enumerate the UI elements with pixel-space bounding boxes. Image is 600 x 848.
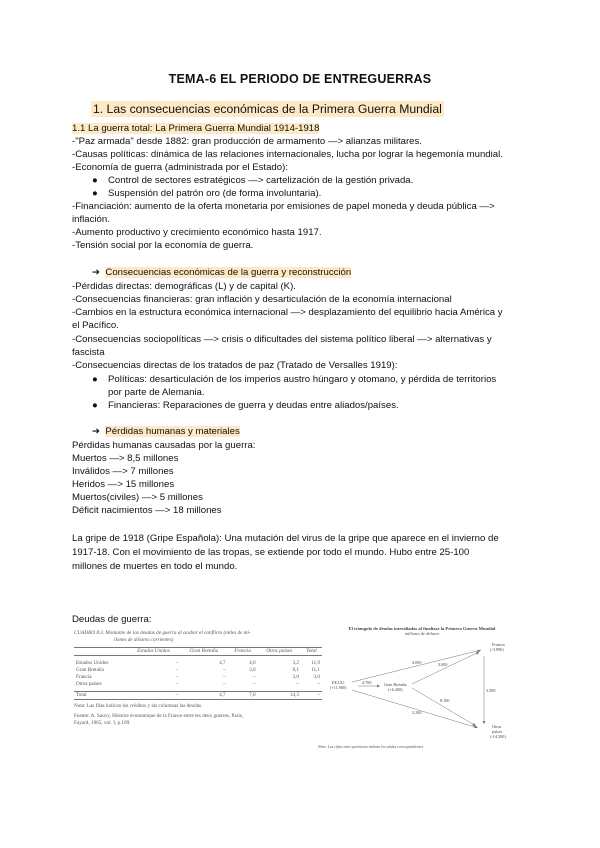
bullet-financieras: Financieras: Reparaciones de guerra y deudas entre aliados/países. (108, 400, 399, 411)
table-cell: 3,2 (292, 659, 299, 666)
arrowhead (483, 721, 486, 724)
arrow-icon: ➔ (92, 267, 101, 278)
edge-label: 8.100 (440, 698, 450, 703)
table-cell: – (175, 692, 179, 698)
paragraph-tratados-paz: -Consecuencias directas de los tratados de paz (Tratado de Versalles 1919): (72, 360, 398, 371)
paragraph-sociopoliticas: -Consecuencias sociopolíticas —> crisis o dificultades del sistema político liberal —> alternativas y (72, 334, 492, 345)
table-cell: – (222, 666, 226, 673)
paragraph-cambios-estructura-cont: el Pacífico. (72, 320, 119, 331)
table-cell: – (175, 680, 179, 687)
diagram-subtitle: millones de dólares (404, 631, 440, 636)
node-gb-value: (+6.400) (388, 687, 403, 692)
paragraph-tension-social: -Tensión social por la economía de guerra. (72, 240, 254, 251)
table-cell: 7,0 (249, 692, 256, 698)
bullet-dot: ● (92, 400, 98, 411)
edge-us-ot (352, 690, 478, 728)
node-francia-value: (-3.990) (490, 647, 504, 652)
bullet-dot: ● (92, 188, 98, 199)
sub-heading-text: 1.1 La guerra total: La Primera Guerra Mundial 1914-1918 (72, 123, 320, 134)
arrow-heading-perdidas (92, 426, 240, 438)
table-cell: 3,0 (249, 666, 256, 673)
bullet-dot: ● (92, 374, 98, 385)
edge-label: 3.000 (438, 662, 448, 667)
table-cell: 3,0 (313, 673, 320, 680)
paragraph-cambios-estructura: -Cambios en la estructura económica internacional —> desplazamiento del equilibrio hacia América y (72, 307, 503, 318)
table-cell: – (253, 673, 256, 680)
bullet-control-sectores: Control de sectores estratégicos —> cartelización de la gestión privada. (108, 175, 414, 186)
losses-civiles: Muertos(civiles) —> 5 millones (72, 492, 203, 503)
edge-label: 3.500 (486, 688, 496, 693)
table-cell: – (222, 673, 226, 680)
table-header: Gran Bretaña (180, 648, 228, 656)
bullet-politicas: Políticas: desarticulación de los imperios austro húngaro y otomano, y pérdida de territorios (108, 374, 497, 385)
table-header: Francia (228, 648, 258, 656)
table-cell: – (222, 680, 226, 687)
table-cell: 11,9 (311, 659, 320, 666)
table-cell: – (296, 680, 299, 687)
table-cell: 4,7 (219, 692, 226, 698)
node-otros: Otros (492, 724, 502, 729)
node-otros-2: países (492, 729, 503, 734)
arrowhead (472, 723, 476, 726)
losses-intro: Pérdidas humanas causadas por la guerra: (72, 440, 256, 451)
table-caption: CUADRO 8.3. Montante de las deudas de guerra al acabar el conflicto (miles de mi- (74, 630, 251, 636)
table-cell: – (317, 692, 320, 698)
paragraph-financiacion-cont: inflación. (72, 214, 110, 225)
node-eeuu: EE.UU. (332, 680, 346, 685)
node-gb: Gran Bretaña (384, 682, 407, 687)
paragraph-perdidas-directas: -Pérdidas directas: demográficas (L) y de capital (K). (72, 281, 296, 292)
node-otros-value: (-14.300) (490, 734, 506, 739)
edge-label: 4.000 (412, 660, 422, 665)
table-source: Fuente: A. Sauvy, Histoire économique de la France entre les deux guerres, París, (74, 713, 244, 719)
table-header-row (74, 648, 322, 656)
node-francia: Francia (492, 642, 505, 647)
table-header: Estados Unidos (127, 648, 180, 656)
arrowhead (377, 685, 380, 688)
table-cell: Gran Bretaña (76, 666, 104, 673)
bullet-dot: ● (92, 175, 98, 186)
section-heading: 1. Las consecuencias económicas de la Primera Guerra Mundial (93, 102, 442, 116)
table-header: Otros países (258, 648, 301, 656)
table-grid (74, 647, 322, 700)
war-debts-table (74, 630, 324, 750)
table-cell: 3,0 (292, 673, 299, 680)
diagram-note: Nota: Las cifras entre paréntesis indican los saldos correspondientes (318, 745, 424, 749)
page-title: TEMA-6 EL PERIODO DE ENTREGUERRAS (168, 72, 432, 86)
table-cell: 4,7 (219, 659, 226, 666)
table-cell: 14,3 (289, 692, 299, 698)
debt-triangle-diagram (316, 624, 528, 752)
edge-gb-ot (412, 688, 476, 726)
paragraph-consecuencias-financieras: -Consecuencias financieras: gran inflación y desarticulación de la economía internacional (72, 294, 452, 305)
sub-heading (72, 123, 319, 135)
bullet-suspension-oro: Suspensión del patrón oro (de forma involuntaria). (108, 188, 322, 199)
paragraph-economia-guerra: -Economía de guerra (administrada por el Estado): (72, 162, 288, 173)
paragraph-gripe-3: millones de muertes en todo el mundo. (72, 561, 238, 572)
paragraph-paz-armada: -"Paz armada" desde 1882: gran producción de armamento —> alianzas militares. (72, 136, 422, 147)
table-header (74, 648, 127, 656)
table-caption-cont: llones de dólares corrientes) (114, 637, 174, 643)
paragraph-aumento-productivo: -Aumento productivo y crecimiento económico hasta 1917. (72, 227, 322, 238)
table-cell: Estados Unidos (76, 659, 109, 666)
table-cell: – (253, 680, 256, 687)
table-row (74, 674, 322, 681)
losses-heridos: Heridos —> 15 millones (72, 479, 175, 490)
table-row (74, 681, 322, 688)
debts-label: Deudas de guerra: (72, 614, 152, 625)
table-cell: – (175, 673, 179, 680)
table-cell: 11,1 (311, 666, 320, 673)
paragraph-gripe-2: 1917-18. Con el movimiento de las tropas, se extiende por todo el mundo. Hubo entre 25-100 (72, 547, 470, 558)
table-row (74, 667, 322, 674)
table-source-cont: Fayard, 1965, vol. I, p.169. (74, 720, 131, 726)
table-note: Nota: Las filas indican los créditos y las columnas las deudas. (74, 703, 203, 709)
node-eeuu-value: (+11.900) (330, 685, 347, 690)
diagram-title: El triangulo de deudas interaliadas al finalizar la Primera Guerra Mundial (348, 626, 496, 631)
table-cell: Otros países (76, 680, 102, 687)
table-cell: – (175, 666, 179, 673)
edge-label: 4.700 (362, 680, 372, 685)
paragraph-gripe: La gripe de 1918 (Gripe Española): Una mutación del virus de la gripe que aparece en el invierno de (72, 533, 499, 544)
paragraph-sociopoliticas-cont: fascista (72, 347, 105, 358)
losses-muertos: Muertos —> 8,5 millones (72, 453, 179, 464)
paragraph-financiacion: -Financiación: aumento de la oferta monetaria por emisiones de papel moneda y deuda pública —> (72, 201, 495, 212)
arrowhead (476, 652, 479, 655)
table-cell: – (317, 680, 320, 687)
table-cell: 4,0 (249, 659, 256, 666)
edge-gb-fr (412, 652, 479, 684)
arrow-icon: ➔ (92, 426, 101, 437)
edge-label: 3.200 (412, 710, 422, 715)
edge-us-fr (352, 650, 481, 682)
arrow-heading-text: Pérdidas humanas y materiales (105, 426, 240, 437)
table-cell: Francia (76, 673, 92, 680)
losses-invalidos: Inválidos —> 7 millones (72, 466, 174, 477)
bullet-politicas-cont: por parte de Alemania. (108, 387, 205, 398)
table-cell: Total (76, 692, 87, 698)
table-row (74, 660, 322, 667)
losses-nacimientos: Déficit nacimientos —> 18 millones (72, 505, 222, 516)
arrow-heading-text: Consecuencias económicas de la guerra y reconstrucción (105, 267, 352, 278)
table-cell: 8,1 (292, 666, 299, 673)
paragraph-causas-politicas: -Causas políticas: dinámica de las relaciones internacionales, lucha por lograr la hegemonía mundial. (72, 149, 503, 160)
arrow-heading-consecuencias (92, 267, 351, 279)
table-total-row (74, 692, 322, 700)
table-header: Total (301, 648, 322, 656)
table-cell: – (175, 659, 179, 666)
